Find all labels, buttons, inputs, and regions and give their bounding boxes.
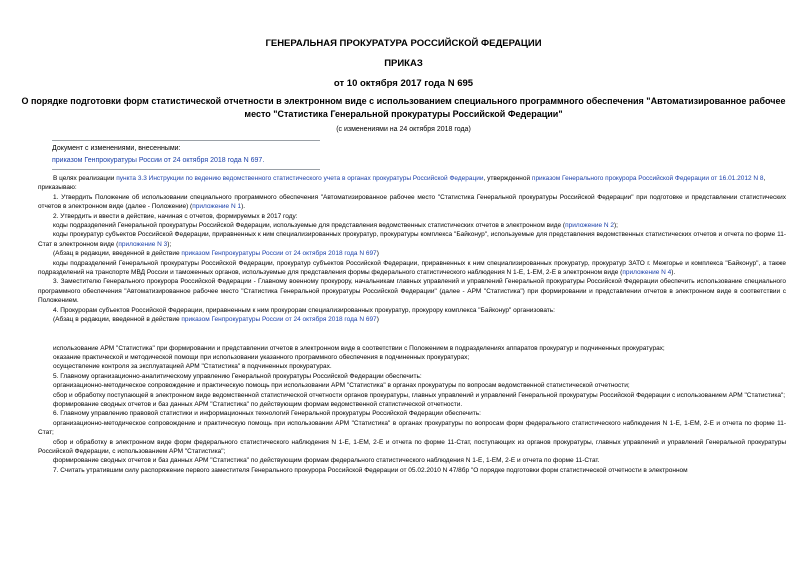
paragraph-item-7: 7. Считать утратившим силу распоряжение первого заместителя Генерального прокурора Российской Федерации от 05.02.2010 N 47/8бр "О порядке подготовки форм статистической отчетности в электронном bbox=[53, 466, 688, 474]
paragraph-5-collect: сбор и обработку поступающей в электронном виде ведомственной статистической отчетности органов прокуратуры, главных управлений и управлений Генеральной прокуратуры Российской Федерации с использованием АРМ "Статистика"; bbox=[53, 391, 786, 399]
appendix-3-link[interactable]: приложение N 3 bbox=[118, 240, 168, 248]
paragraph-item-4: 4. Прокурорам субъектов Российской Федерации, приравненным к ним прокурорам специализированных прокуратур, прокурору комплекса "Байконур" организовать: bbox=[53, 306, 555, 314]
document-date-number: от 10 октября 2017 года N 695 bbox=[333, 78, 474, 89]
paragraph-item-1: 1. Утвердить Положение об использовании специального программного обеспечения "Автоматизированное рабочее место "Статистика Генеральной прокуратуры Российской Федерации" при подготовке и представлении статистических отчетов в электронном виде (далее - Положение) (приложение N 1). bbox=[38, 193, 786, 211]
edition-note: (с изменениями на 24 октября 2018 года) bbox=[336, 126, 471, 133]
paragraph-amendment-note: (Абзац в редакции, введенной в действие приказом Генпрокуратуры России от 24 октября 2018 года N 697) bbox=[53, 250, 379, 258]
paragraph-codes-federal: коды подразделений Генеральной прокуратуры Российской Федерации, прокуратур субъектов Российской Федерации, приравненных к ним специализированных прокуратур, прокуратур ЗАТО г. Межгорье и комплекса "Байконур", а также подразделений на транспорте МВД России и таможенных органов, используемые для представления формы федерального статистического наблюдения N 1-Е, 1-ЕМ, 2-Е в электронном виде (приложение N 4). bbox=[38, 259, 786, 277]
amendment-link[interactable]: приказом Генпрокуратуры России от 24 октября 2018 года N 697 bbox=[181, 250, 377, 258]
paragraph-6-support: организационно-методическое сопровождение и практическую помощь при использовании АРМ "Статистика" в органах прокуратуры по вопросам форм федерального статистического наблюдения N 1-Е, 1-ЕМ, 2-Е и отчета по форме 11-Стат; bbox=[38, 419, 786, 437]
changes-link[interactable]: приказом Генпрокуратуры России от 24 октября 2018 года N 697. bbox=[52, 157, 265, 164]
document-body bbox=[38, 174, 786, 475]
paragraph-order-word: приказываю: bbox=[38, 184, 77, 192]
order-link[interactable]: приказом Генерального прокурора Российской Федерации от 16.01.2012 N 8 bbox=[531, 175, 764, 182]
paragraph-amendment-note: (Абзац в редакции, введенной в действие приказом Генпрокуратуры России от 24 октября 2018 года N 697) bbox=[53, 316, 379, 324]
instruction-link[interactable]: пункта 3.3 Инструкции по ведению ведомственного статистического учета в органах прокуратуры Российской Федерации bbox=[116, 175, 484, 182]
changes-bottom-rule bbox=[52, 169, 320, 170]
paragraph-6-collect: сбор и обработку в электронном виде форм федерального статистического наблюдения N 1-Е, 1-ЕМ, 2-Е и отчета по форме 11-Стат, поступающих из органов прокуратуры, главных управлений и управлений Генеральной прокуратуры Российской Федерации, с использованием АРМ "Статистика"; bbox=[38, 438, 786, 455]
paragraph-item-2: 2. Утвердить и ввести в действие, начиная с отчетов, формируемых в 2017 году: bbox=[53, 212, 298, 220]
paragraph-codes-subjects: коды прокуратур субъектов Российской Федерации, приравненных к ним специализированных прокуратур, прокуратуры комплекса "Байконур", используемые для представления ведомственных статистических отчетов и отчета по форме 11-Стат в электронном виде (приложение N 3); bbox=[38, 231, 786, 248]
changes-block bbox=[52, 143, 264, 167]
document-title: О порядке подготовки форм статистической отчетности в электронном виде с использованием специального программного обеспечения "Автоматизированное рабочее место "Статистика Генеральной прокуратуры Российской Федерации" bbox=[21, 96, 786, 119]
amendment-link[interactable]: приказом Генпрокуратуры России от 24 октября 2018 года N 697 bbox=[181, 316, 377, 324]
document-type: ПРИКАЗ bbox=[384, 58, 423, 69]
changes-top-rule bbox=[52, 140, 320, 141]
paragraph-item-5: 5. Главному организационно-аналитическому управлению Генеральной прокуратуры Российской Федерации обеспечить: bbox=[53, 372, 422, 380]
paragraph-codes-gp: коды подразделений Генеральной прокуратуры Российской Федерации, используемые для представления ведомственных статистических отчетов в электронном виде (приложение N 2); bbox=[53, 222, 618, 230]
paragraph-5-support: организационно-методическое сопровождение и практическую помощь при использовании АРМ "Статистика" в органах прокуратуры по вопросам ведомственной статистической отчетности; bbox=[53, 382, 630, 390]
paragraph-6-summary: формирование сводных отчетов и баз данных АРМ "Статистика" по действующим формам федерального статистического наблюдения N 1-Е, 1-ЕМ, 2-Е и отчета по форме 11-Стат. bbox=[53, 457, 600, 465]
paragraph-4-help: оказание практической и методической помощи при использовании указанного программного обеспечения в подчиненных прокуратурах; bbox=[53, 353, 470, 361]
appendix-2-link[interactable]: приложение N 2 bbox=[565, 222, 614, 230]
paragraph-preamble: В целях реализации пункта 3.3 Инструкции по ведению ведомственного статистического учета в органах прокуратуры Российской Федерации, утвержденной приказом Генерального прокурора Российской Федерации от 16.01.2012 N 8, bbox=[53, 175, 766, 182]
paragraph-4-use: использование АРМ "Статистика" при формировании и представлении отчетов в электронном виде в соответствии с Положением в подразделениях аппаратов прокуратур и подчиненных прокуратурах; bbox=[53, 344, 665, 352]
paragraph-5-summary: формирование сводных отчетов и баз данных АРМ "Статистика" по действующим формам ведомственной статистической отчетности. bbox=[53, 400, 463, 408]
organization-name: ГЕНЕРАЛЬНАЯ ПРОКУРАТУРА РОССИЙСКОЙ ФЕДЕРАЦИИ bbox=[265, 38, 542, 49]
appendix-1-link[interactable]: приложение N 1 bbox=[192, 203, 242, 211]
paragraph-item-6: 6. Главному управлению правовой статистики и информационных технологий Генеральной прокуратуры Российской Федерации обеспечить: bbox=[53, 410, 481, 418]
paragraph-4-control: осуществление контроля за эксплуатацией АРМ "Статистика" в подчиненных прокуратурах. bbox=[53, 363, 332, 371]
changes-label: Документ с изменениями, внесенными: bbox=[52, 145, 181, 152]
appendix-4-link[interactable]: приложение N 4 bbox=[622, 269, 672, 277]
paragraph-item-3: 3. Заместителю Генерального прокурора Российской Федерации - Главному военному прокурору, начальникам главных управлений и управлений Генеральной прокуратуры Российской Федерации обеспечить использование специального программного обеспечения "Автоматизированное рабочее место "Статистика Генеральной прокуратуры Российской Федерации" (далее - АРМ "Статистика") при формировании и представлении отчетов в электронном виде в соответствии с Положением. bbox=[38, 278, 786, 305]
